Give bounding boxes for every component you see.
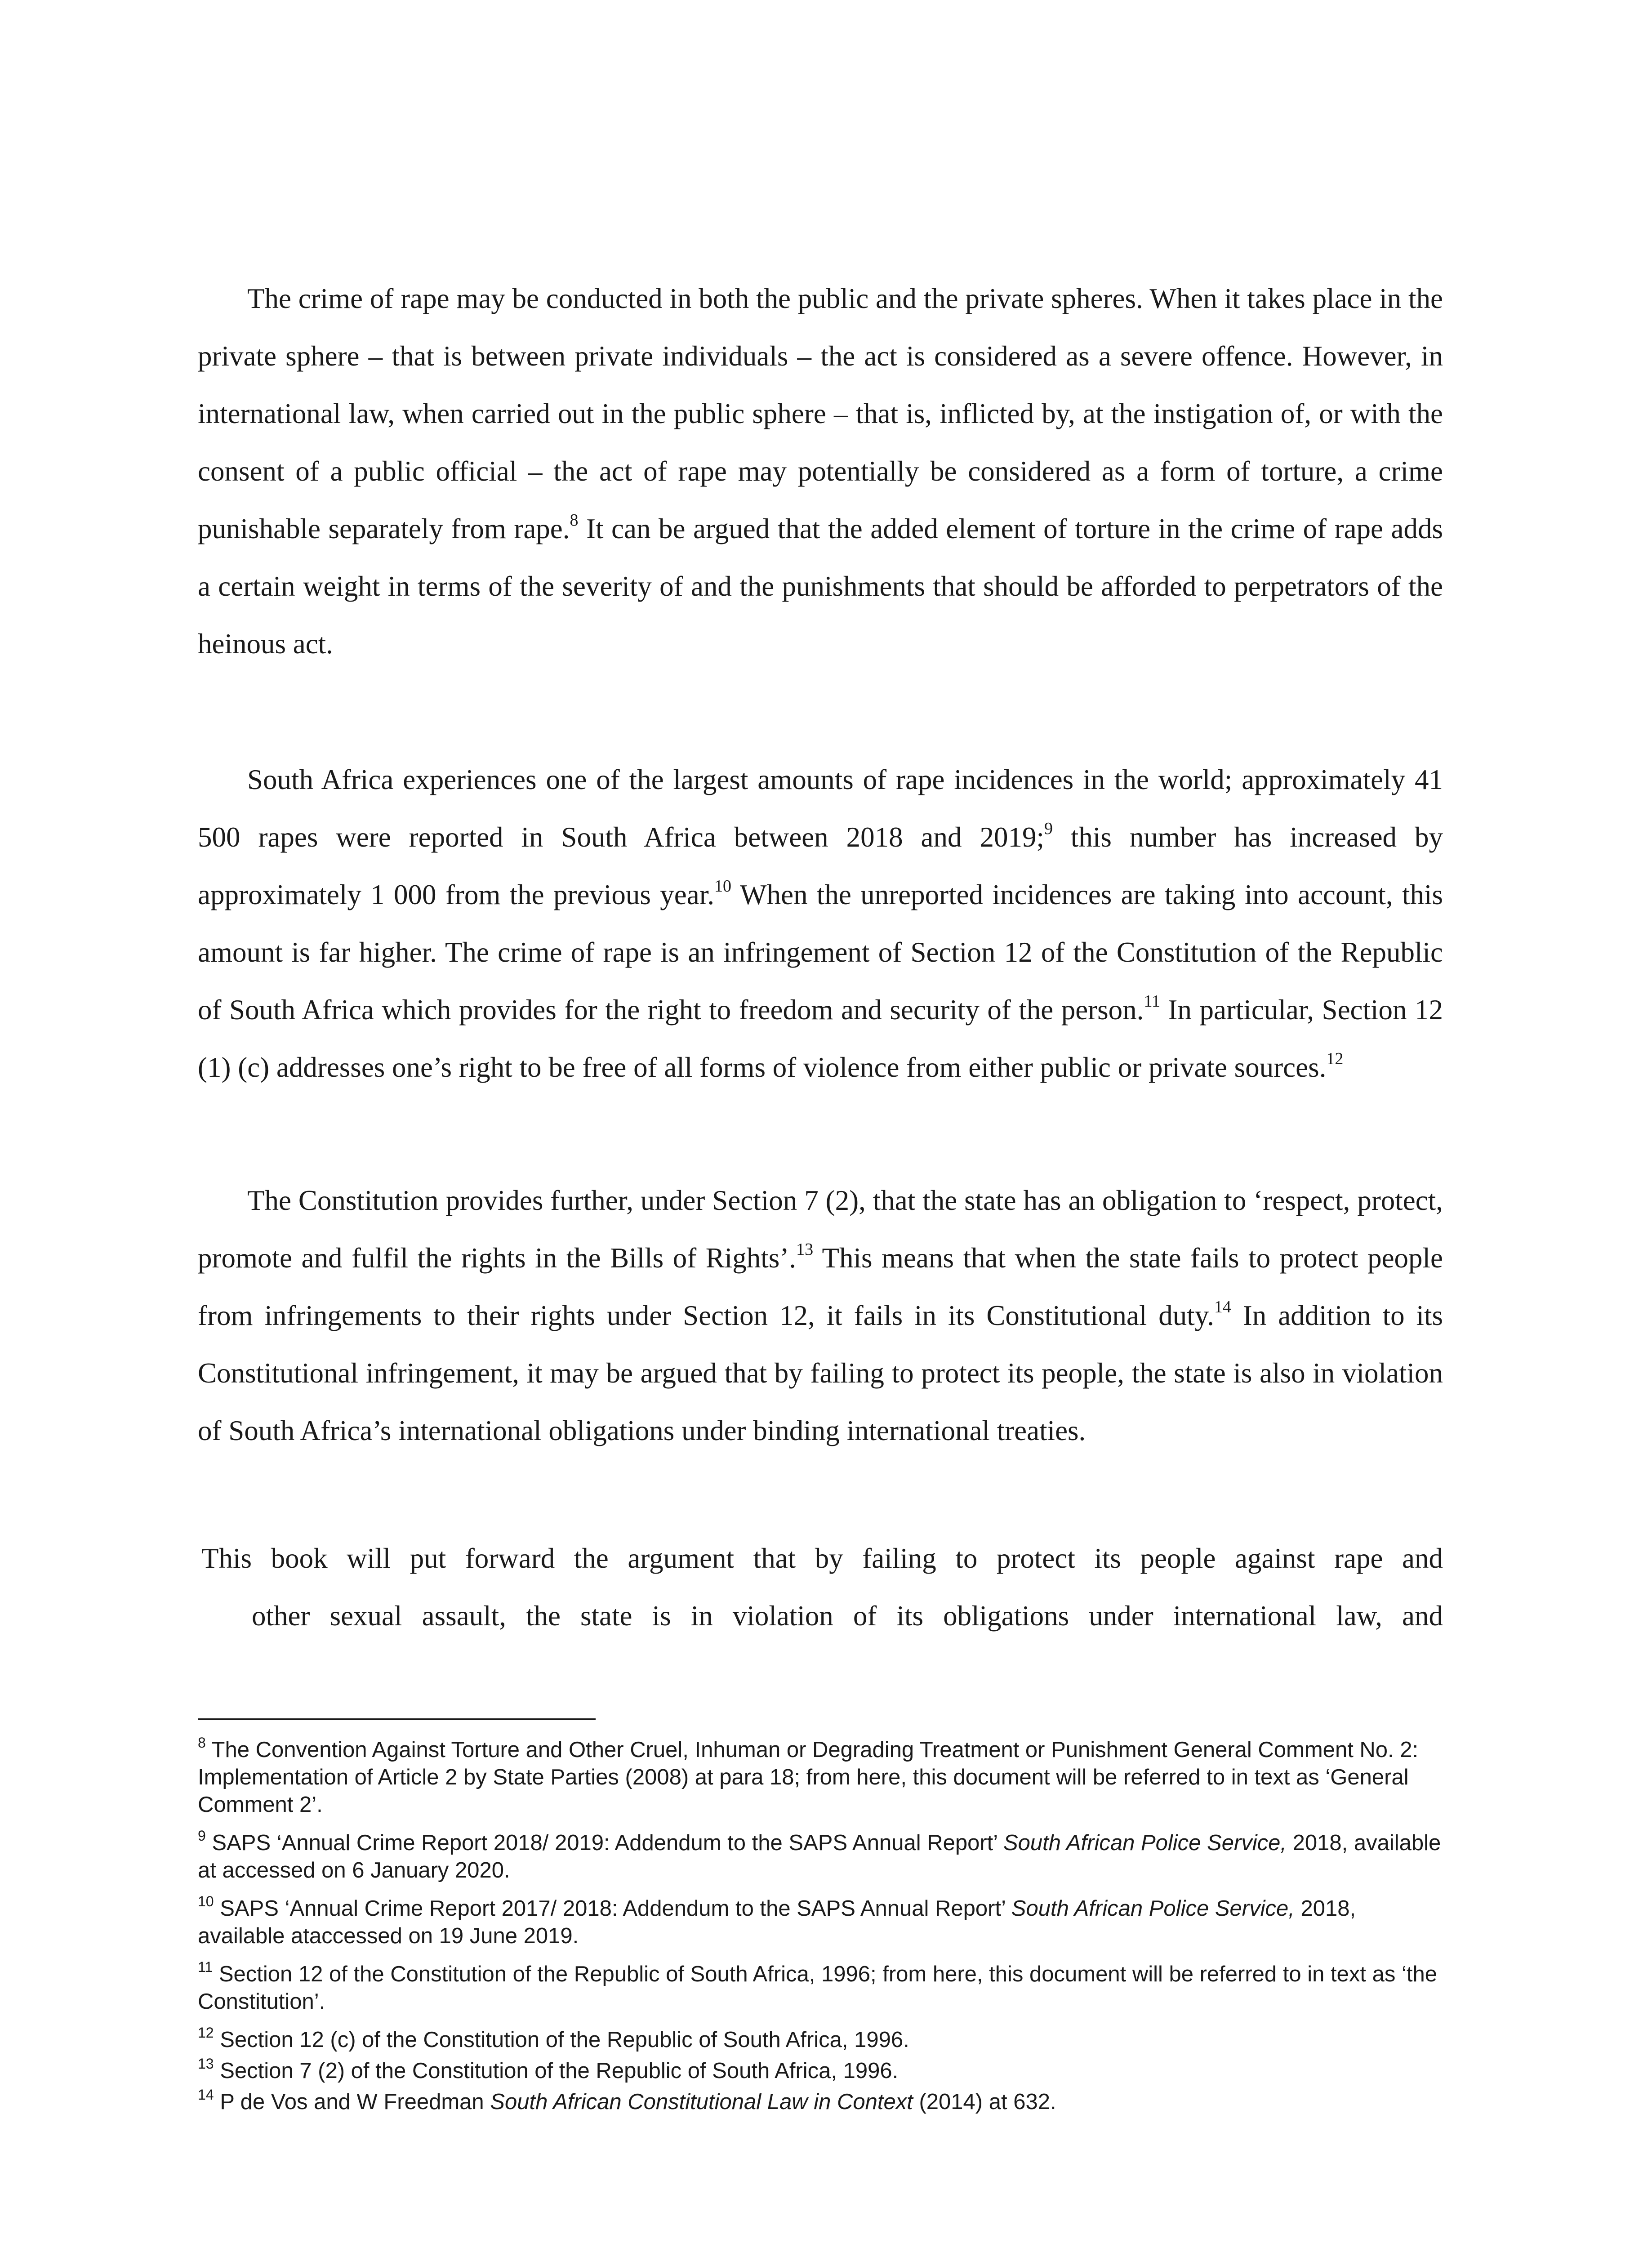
footnote-ref-13[interactable]: 13 — [796, 1240, 814, 1259]
footnote-14 — [198, 2088, 1447, 2116]
footnote-text: SAPS ‘Annual Crime Report 2018/ 2019: Addendum to the SAPS Annual Report’ — [212, 1831, 1003, 1855]
footnote-ref-12[interactable]: 12 — [1326, 1049, 1344, 1068]
paragraph-text: this number has increased by approximately 1 000 from the previous year. — [198, 821, 1443, 910]
footnote-separator — [198, 1718, 596, 1720]
footnote-text: P de Vos and W Freedman — [220, 2090, 490, 2114]
footnote-ref-11[interactable]: 11 — [1144, 992, 1161, 1011]
footnote-number: 13 — [198, 2055, 214, 2072]
paragraph-text: South Africa experiences one of the largest amounts of rape incidences in the world; approximately 41 500 rapes were reported in South Africa between 2018 and 2019; — [198, 764, 1443, 853]
paragraph-south-africa-statistics — [198, 751, 1443, 1096]
footnote-number: 8 — [198, 1734, 206, 1751]
footnote-number: 9 — [198, 1827, 206, 1844]
footnote-text: 2018, available at accessed on 6 January 2020. — [198, 1831, 1441, 1882]
footnote-number: 14 — [198, 2086, 214, 2103]
footnote-13 — [198, 2057, 1447, 2085]
footnote-ref-14[interactable]: 14 — [1214, 1298, 1231, 1316]
footnote-12 — [198, 2026, 1447, 2054]
footnote-number: 11 — [198, 1958, 213, 1975]
paragraph-text: The crime of rape may be conducted in both the public and the private spheres. When it takes place in the private sphere – that is between private individuals – the act is considered as a severe offence. However, in international law, when carried out in the public sphere – that is, inflicted by, at the instigation of, or with the consent of a public official – the act of rape may potentially be considered as a form of torture, a crime punishable separately from rape. — [198, 283, 1443, 544]
footnote-text: Section 7 (2) of the Constitution of the Republic of South Africa, 1996. — [220, 2059, 899, 2083]
footnote-italic: South African Constitutional Law in Context — [490, 2090, 913, 2114]
footnotes — [198, 1736, 1447, 2127]
footnote-number: 10 — [198, 1893, 214, 1909]
footnote-text: Section 12 (c) of the Constitution of the Republic of South Africa, 1996. — [220, 2028, 909, 2052]
footnote-8 — [198, 1736, 1447, 1819]
footnote-text: SAPS ‘Annual Crime Report 2017/ 2018: Addendum to the SAPS Annual Report’ — [220, 1896, 1011, 1921]
footnote-ref-9[interactable]: 9 — [1044, 819, 1053, 838]
footnote-9 — [198, 1829, 1447, 1884]
footnote-text: Section 12 of the Constitution of the Republic of South Africa, 1996; from here, this document will be referred to in text as ‘the Constitution’. — [198, 1962, 1437, 2014]
footnote-11 — [198, 1958, 1447, 2016]
paragraph-line: This book will put forward the argument that by failing to protect its people against rape and — [201, 1543, 1443, 1574]
paragraph-book-argument — [198, 1530, 1443, 1645]
paragraph-text: In particular, Section 12 (1) (c) addresses one’s right to be free of all forms of violence from either public or private sources. — [198, 994, 1443, 1083]
paragraph-text: It can be argued that the added element of torture in the crime of rape adds a certain weight in terms of the severity of and the punishments that should be afforded to perpetrators of the heinous act. — [198, 513, 1443, 660]
paragraph-text: In addition to its Constitutional infringement, it may be argued that by failing to protect its people, the state is also in violation of South Africa’s international obligations under binding international treaties. — [198, 1300, 1443, 1446]
paragraph-text: When the unreported incidences are taking into account, this amount is far higher. The crime of rape is an infringement of Section 12 of the Constitution of the Republic of South Africa which provides for the right to freedom and security of the person. — [198, 879, 1443, 1026]
paragraph-rape-spheres — [198, 270, 1443, 673]
footnote-number: 12 — [198, 2024, 214, 2041]
footnote-italic: South African Police Service, — [1011, 1896, 1295, 1921]
paragraph-constitution-obligation — [198, 1172, 1443, 1459]
footnote-ref-10[interactable]: 10 — [714, 877, 731, 896]
footnote-ref-8[interactable]: 8 — [570, 511, 579, 530]
paragraph-text: This means that when the state fails to protect people from infringements to their rights under Section 12, it fails in its Constitutional duty. — [198, 1242, 1443, 1331]
footnote-text: (2014) at 632. — [913, 2090, 1056, 2114]
paragraph-text: The Constitution provides further, under Section 7 (2), that the state has an obligation to ‘respect, protect, promote and fulfil the rights in the Bills of Rights’. — [198, 1185, 1443, 1274]
paragraph-line: other sexual assault, the state is in violation of its obligations under international law, and — [252, 1600, 1443, 1632]
footnote-text: The Convention Against Torture and Other Cruel, Inhuman or Degrading Treatment or Punishment General Comment No. 2: Implementation of Article 2 by State Parties (2008) at para 18; from here, this document will be referred to in text as ‘General Comment 2’. — [198, 1738, 1419, 1817]
footnote-italic: South African Police Service, — [1003, 1831, 1287, 1855]
footnote-text: 2018, available ataccessed on 19 June 2019. — [198, 1896, 1356, 1948]
footnote-10 — [198, 1895, 1447, 1950]
